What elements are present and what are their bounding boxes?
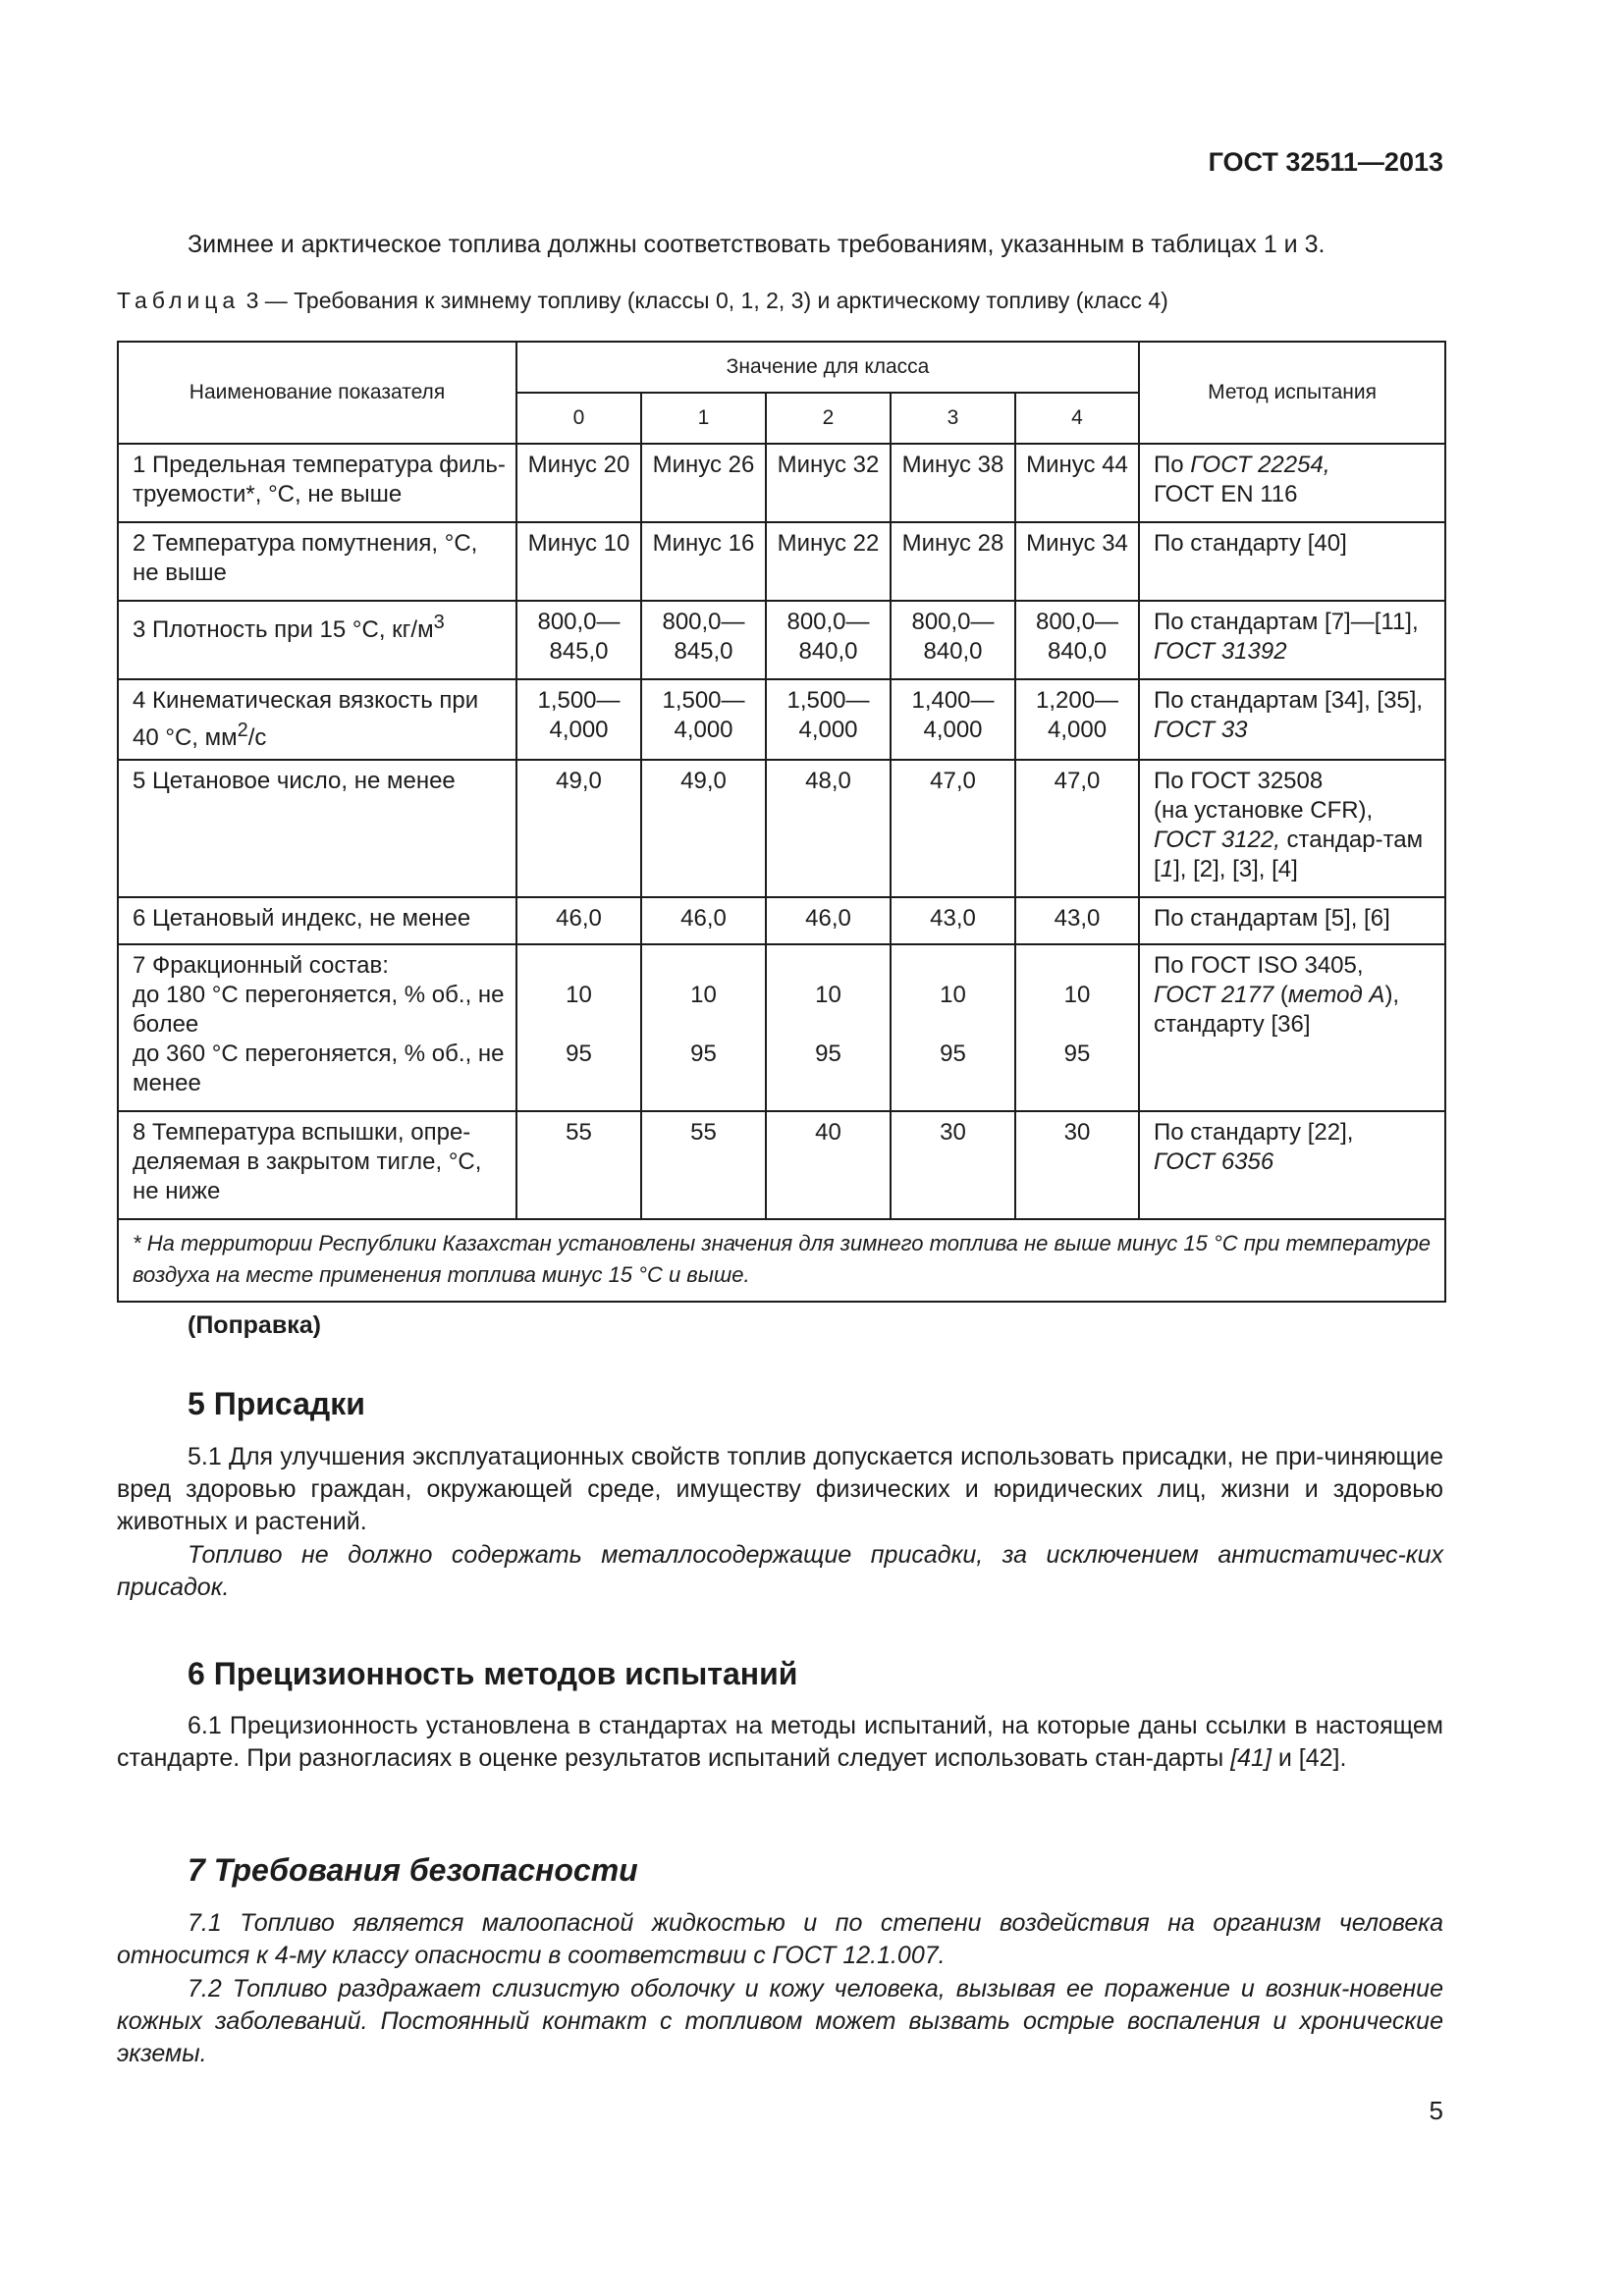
class-value: Минус 10 [516, 522, 641, 601]
class-value: 1,200— 4,000 [1015, 679, 1139, 760]
test-method-standard: ГОСТ 33 [1154, 717, 1248, 743]
table-caption-text: 3 — Требования к зимнему топливу (классы 0, 1, 2, 3) и арктическому топливу (класс 4) [240, 288, 1168, 313]
class-value-text: 95 [566, 1041, 592, 1067]
indicator-name-text: 7 Фракционный состав: [133, 952, 389, 979]
section-7-paragraph-2: 7.2 Топливо раздражает слизистую оболочку и кожу человека, вызывая ее поражение и возник-новение кожных заболеваний. Постоянный контакт с топливом может вызвать острые воспаления и хронические экземы. [117, 1975, 1443, 2067]
class-value: 800,0— 840,0 [766, 601, 891, 679]
table-row [118, 522, 1445, 601]
class-value: 48,0 [766, 760, 891, 897]
reference: [41] [1230, 1744, 1272, 1772]
class-value: 49,0 [516, 760, 641, 897]
indicator-name-text: до 180 °С перегоняется, % об., не более [133, 982, 505, 1038]
test-method-text: ( [1273, 982, 1288, 1008]
class-value: Минус 38 [891, 444, 1015, 522]
indicator-name-text: 4 Кинематическая вязкость при 40 °С, мм [133, 687, 479, 751]
class-value: 49,0 [641, 760, 766, 897]
indicator-name-text: до 360 °С перегоняется, % об., не менее [133, 1041, 505, 1096]
class-value: 43,0 [891, 897, 1015, 944]
section-5-paragraph-2: Топливо не должно содержать металлосодержащие присадки, за исключением антистатичес-ких присадок. [117, 1541, 1443, 1601]
test-method-text: стандарту [36] [1154, 1011, 1311, 1038]
class-value-text: 10 [690, 982, 717, 1008]
class-value: 47,0 [1015, 760, 1139, 897]
test-method-text: ГОСТ EN 116 [1154, 481, 1298, 507]
class-value: 55 [641, 1111, 766, 1219]
class-value: Минус 26 [641, 444, 766, 522]
class-value-text: 10 [1063, 982, 1091, 1008]
superscript: 3 [433, 612, 445, 633]
class-value-text: 10 [815, 982, 841, 1008]
test-method-standard: ГОСТ 6356 [1154, 1148, 1274, 1175]
test-method-standard: ГОСТ 2177 [1154, 982, 1274, 1008]
test-method: По стандарту [40] [1139, 522, 1445, 601]
test-method-text: По [1154, 452, 1191, 478]
class-value-text: 10 [940, 982, 966, 1008]
class-value: 40 [766, 1111, 891, 1219]
indicator-name [118, 679, 516, 760]
class-value [641, 944, 766, 1111]
test-method [1139, 944, 1445, 1111]
header-class-value: Значение для класса [516, 342, 1139, 393]
class-value-text: 10 [566, 982, 592, 1008]
table-caption-label: Таблица [117, 288, 241, 313]
test-method [1139, 679, 1445, 760]
requirements-table [117, 341, 1446, 1303]
test-method-text: стандар-там [ [1154, 827, 1424, 882]
class-value: 800,0— 840,0 [891, 601, 1015, 679]
table-row [118, 679, 1445, 760]
class-value: 55 [516, 1111, 641, 1219]
header-class: 1 [641, 393, 766, 444]
section-5-title: 5 Присадки [188, 1386, 365, 1421]
class-value: Минус 32 [766, 444, 891, 522]
test-method [1139, 601, 1445, 679]
class-value [516, 944, 641, 1111]
indicator-name: 1 Предельная температура филь-труемости*, °С, не выше [118, 444, 516, 522]
indicator-name-text: /с [247, 724, 267, 751]
header-class: 4 [1015, 393, 1139, 444]
superscript: 2 [237, 720, 248, 741]
class-value: Минус 16 [641, 522, 766, 601]
class-value-text: 95 [690, 1041, 717, 1067]
test-method-standard: ГОСТ 31392 [1154, 638, 1287, 665]
test-method-text: (на установке CFR), [1154, 797, 1374, 824]
table-footnote-row [118, 1219, 1445, 1302]
class-value: Минус 44 [1015, 444, 1139, 522]
paragraph-text: 6.1 Прецизионность установлена в стандартах на методы испытаний, на которые даны ссылки в настоящем стандарте. При разногласиях в оценке результатов испытаний следует использовать стан-дарты [117, 1712, 1443, 1772]
test-method [1139, 1111, 1445, 1219]
section-6-title: 6 Прецизионность методов испытаний [188, 1656, 798, 1691]
test-method-ref: 1 [1160, 856, 1174, 882]
class-value: 43,0 [1015, 897, 1139, 944]
indicator-name: 5 Цетановое число, не менее [118, 760, 516, 897]
class-value-text: 95 [815, 1041, 841, 1067]
test-method-standard: ГОСТ 22254, [1190, 452, 1330, 478]
header-class: 3 [891, 393, 1015, 444]
class-value: 800,0— 845,0 [516, 601, 641, 679]
test-method-text: По стандартам [7]—[11], [1154, 609, 1419, 635]
class-value [1015, 944, 1139, 1111]
test-method [1139, 444, 1445, 522]
class-value: 800,0— 845,0 [641, 601, 766, 679]
table-header-row [118, 342, 1445, 393]
test-method-standard: ГОСТ 3122, [1154, 827, 1280, 853]
section-6-paragraph-1 [117, 1710, 1443, 1775]
header-indicator-name: Наименование показателя [118, 342, 516, 444]
class-value: 47,0 [891, 760, 1015, 897]
table-row [118, 1111, 1445, 1219]
section-7-title: 7 Требования безопасности [188, 1852, 638, 1888]
class-value: Минус 28 [891, 522, 1015, 601]
class-value: 46,0 [766, 897, 891, 944]
class-value-text: 95 [940, 1041, 966, 1067]
indicator-name: 6 Цетановый индекс, не менее [118, 897, 516, 944]
header-class: 2 [766, 393, 891, 444]
class-value: 800,0— 840,0 [1015, 601, 1139, 679]
test-method-text: По стандартам [34], [35], [1154, 687, 1424, 714]
indicator-name [118, 944, 516, 1111]
test-method-text: ), [1384, 982, 1400, 1008]
correction-note: (Поправка) [188, 1311, 321, 1339]
section-5-paragraph-1: 5.1 Для улучшения эксплуатационных свойств топлив допускается использовать присадки, не при-чиняющие вред здоровью граждан, окружающей среде, имуществу физических и юридических лиц, жизни и здоровью животных и растений. [117, 1443, 1443, 1535]
table-row [118, 944, 1445, 1111]
test-method-text: По ГОСТ ISO 3405, [1154, 952, 1364, 979]
header-test-method: Метод испытания [1139, 342, 1445, 444]
intro-paragraph: Зимнее и арктическое топлива должны соответствовать требованиям, указанным в таблицах 1 и 3. [188, 231, 1326, 258]
indicator-name-text: 3 Плотность при 15 °С, кг/м [133, 616, 434, 643]
class-value: 46,0 [641, 897, 766, 944]
page-number: 5 [1429, 2096, 1443, 2125]
indicator-name: 2 Температура помутнения, °С, не выше [118, 522, 516, 601]
table-row [118, 601, 1445, 679]
class-value: 1,500— 4,000 [516, 679, 641, 760]
paragraph-text: и [42]. [1271, 1744, 1347, 1772]
class-value [766, 944, 891, 1111]
class-value [891, 944, 1015, 1111]
table-footnote: * На территории Республики Казахстан установлены значения для зимнего топлива не выше минус 15 °С при температуре воздуха на месте применения топлива минус 15 °С и выше. [118, 1219, 1445, 1302]
table-row [118, 444, 1445, 522]
class-value-text: 95 [1063, 1041, 1091, 1067]
test-method [1139, 760, 1445, 897]
indicator-name: 8 Температура вспышки, опре-деляемая в закрытом тигле, °С, не ниже [118, 1111, 516, 1219]
table-row [118, 760, 1445, 897]
class-value: Минус 22 [766, 522, 891, 601]
table-row [118, 897, 1445, 944]
table-caption [117, 288, 1443, 314]
test-method-text: По ГОСТ 32508 [1154, 768, 1324, 794]
class-value: 30 [1015, 1111, 1139, 1219]
test-method-variant: метод А [1287, 982, 1385, 1008]
class-value: 1,400— 4,000 [891, 679, 1015, 760]
class-value: Минус 34 [1015, 522, 1139, 601]
class-value: Минус 20 [516, 444, 641, 522]
class-value: 30 [891, 1111, 1015, 1219]
header-class: 0 [516, 393, 641, 444]
class-value: 1,500— 4,000 [641, 679, 766, 760]
class-value: 46,0 [516, 897, 641, 944]
document-code: ГОСТ 32511—2013 [1208, 147, 1443, 177]
test-method-text: ], [2], [3], [4] [1173, 856, 1298, 882]
indicator-name [118, 601, 516, 679]
test-method-text: По стандарту [22], [1154, 1119, 1354, 1146]
class-value: 1,500— 4,000 [766, 679, 891, 760]
section-7-paragraph-1: 7.1 Топливо является малоопасной жидкостью и по степени воздействия на организм человека относится к 4-му классу опасности в соответствии с ГОСТ 12.1.007. [117, 1909, 1443, 1969]
test-method: По стандартам [5], [6] [1139, 897, 1445, 944]
